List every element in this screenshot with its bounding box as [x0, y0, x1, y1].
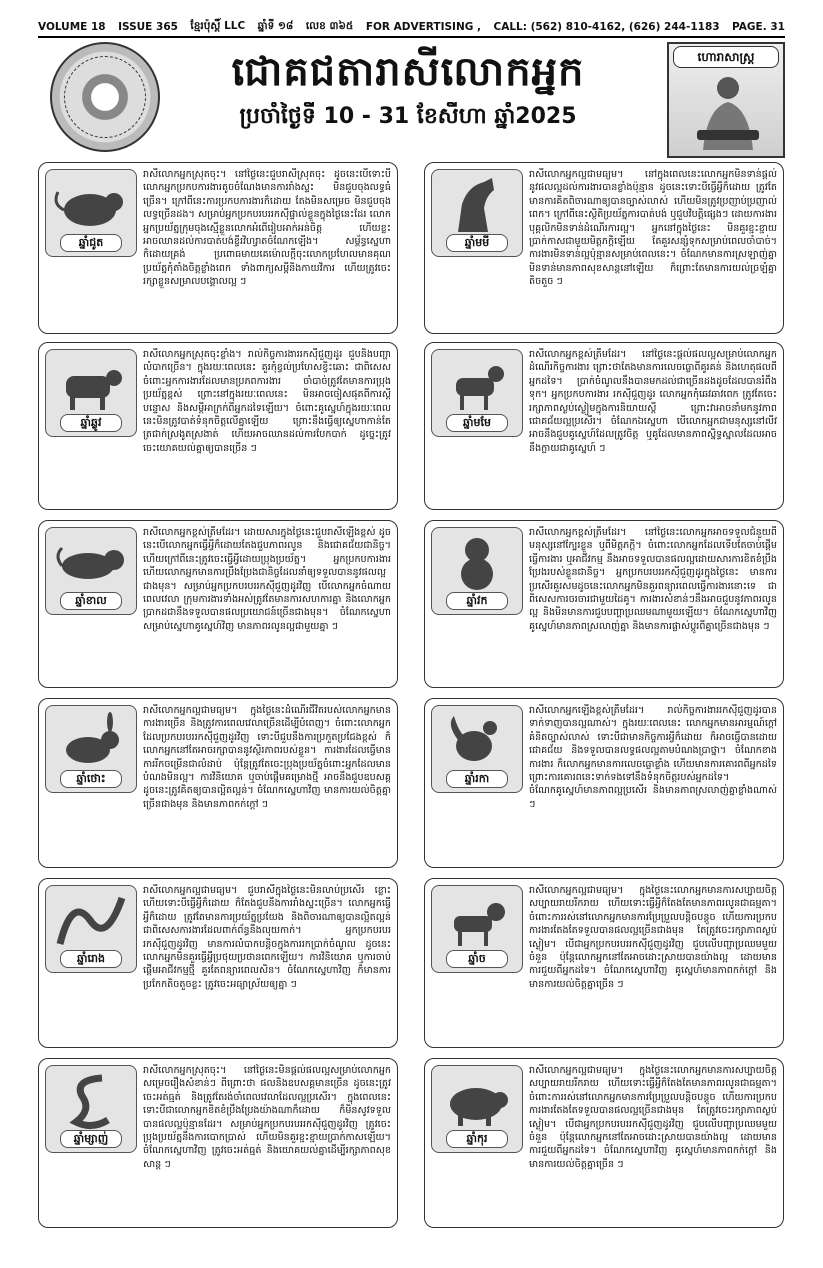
astrologer-icon [689, 72, 767, 154]
advertising-label: FOR ADVERTISING , [365, 21, 482, 33]
year-label: ឆ្នាំទី ១៨ [257, 19, 294, 32]
sign-card-ox [38, 342, 398, 510]
sign-name: ឆ្នាំថោះ [60, 770, 122, 788]
page-title: ជោគជតារាសីលោកអ្នក [231, 49, 585, 95]
sign-text: រាសីលោកអ្នកស្រុតចុះខ្លាំង។ រាល់កិច្ចការងាររកស៊ីជួញដូរ ជួបនិងបញ្ហាលំបាកច្រើន។ ក្នុងរយៈពេលនេះ គួរកុំខ្វល់ប្រហែសខ្វិះឆោះ ជាពិសេសចំពោះអ្នកការងារដែលមានប្រភពការងារ ចាំបាច់ត្រូវតែមានការប្រុងប្រយ័ត្នខ្ពស់ ព្រោះនៅក្នុងរយៈពេលនេះ មិនអាចចៀសផុតពីការស្តីបន្ទោស និងសម្តីអាក្រក់ពីអ្នកដទៃឡើយ។ ចំពោះគូស្នេហ៍ក្នុងរយៈពេលនេះមិនត្រូវបាត់ទំនុកចិត្តលើគ្នាឡើយ ព្រោះនឹងធ្វើឲ្យស្នេហាកាន់តែត្រជាក់ស្រងូតស្រងាត់ ហើយអាចឈានដល់ការបែកបាក់ ដូច្នេះត្រូវចេះយោគយល់គ្នាឲ្យបានច្រើន ៗ [143, 349, 391, 454]
sign-text: រាសីលោកអ្នកខ្ពស់ត្រឹមដែរ។ នៅថ្ងៃនេះផ្តល់ផលល្អសម្រាប់លោកអ្នកដំណើរកិច្ចការងារ ព្រោះថាតែងមានការលេចធ្លោពីគូរគន់ និងហេតុផលពីអ្នកដទៃ។ ប្រាក់ចំណូលនឹងបានមកដល់ជាច្រើនដងដូចដែលបានរំពឹងទុក។ អ្នកប្រកបការងារ រកស៊ីជួញដូរ លោកអ្នកកុំឆេវឆាវពេក ត្រូវតែចេះរក្សាភាពស្ងប់ស្ងៀមក្នុងការនិយាយស្តី ព្រោះវាអាចនាំមកនូវភាពជោគជ័យល្អប្រសើរ។ ចំណែកឯស្នេហា បើលោកអ្នកជាមនុស្សនៅលីវ អាចនឹងជួបគូស្នេហ៍ដែលត្រូវចិត្ត ឬគូដែលមានភាពស្និទ្ធស្នាលដែលអាចនឹងក្លាយជាគូស្នេហ៍ ៗ [529, 349, 777, 454]
sign-card-rooster [424, 698, 784, 868]
pig-icon [438, 1070, 516, 1132]
sign-name: ឆ្នាំមមែ [446, 414, 508, 432]
sign-text: រាសីលោកអ្នកឡើងខ្ពស់ត្រឹមដែរ។ រាល់កិច្ចការងាររកស៊ីជួញដូរបានទាក់ទាញបានល្អណាស់។ ក្នុងរយៈពេលនេះ លោកអ្នកមានអារម្មណ៍ក្តៅ គំនិតច្បាស់លាស់ ទោះបីជាមានកិច្ចការអ្វីក៏ដោយ ក៏អាចធ្វើបានដោយជោគជ័យ និងទទួលបានលទ្ធផលល្អតាមបំណងប្រាថ្នា។ ចំណែកខាងការងារ ក៏លោកអ្នកមានការលេចធ្លោខ្លាំង ហើយមានការគោរពពីអ្នកដទៃ ព្រោះការគោរពនេះទាក់ទងទៅនឹងទំនុកចិត្តរបស់អ្នកដទៃ។ ចំណែកគូស្នេហ៍មានភាពល្អប្រសើរ និងមានភាពស្រលាញ់គ្នាខ្លាំងណាស់ ៗ [529, 705, 777, 810]
sign-card-horse [424, 162, 784, 334]
sign-text: រាសីលោកអ្នកល្អជាមធ្យម។ ក្នុងថ្ងៃនេះលោកអ្នកមានការសប្បាយចិត្ត សប្បាយរាយរីករាយ ហើយទោះធ្វើអ្វីក៏តែងតែមានភាពរលូនជាធម្មតា។ ចំពោះការរស់នៅលោកអ្នកមានការប្រែប្រួលបន្តិចបន្តួច ហើយការប្រកបការងារតែងតែទទួលបានផលល្អច្រើនជាងមុន តែត្រូវចេះរក្សាភាពស្ងប់ស្ងៀម។ បើជាអ្នកប្រកបរបររកស៊ីជួញដូរវិញ ជួបលើបញ្ហាប្រឈមមួយចំនួន ប៉ុន្តែលោកអ្នកនៅតែអាចដោះស្រាយបានយ៉ាងល្អ ដោយមានការជួយពីអ្នកដទៃ។ ចំណែកស្នេហាវិញ គូស្នេហ៍មានភាពកក់ក្តៅ និងមានការយល់ចិត្តគ្នាច្រើន ៗ [529, 1065, 777, 1170]
sign-name: ឆ្នាំម្សាញ់ [60, 1130, 122, 1148]
astrology-label: ហោរាសាស្ត្រ [673, 46, 779, 68]
sign-grid [38, 162, 785, 1230]
sign-name: ឆ្នាំវក [446, 592, 508, 610]
sign-text: រាសីលោកអ្នកស្រុតចុះ។ នៅថ្ងៃនេះមិនផ្តល់ផលល្អសម្រាប់លោកអ្នកសម្រេចរឿងសំខាន់ៗ ពីព្រោះថា ផលនិងឧបសគ្គមានច្រើន ដូចនេះត្រូវចេះអត់ធ្មត់ និងត្រូវតែរង់ចាំពេលវេលាដែលល្អប្រសើរ។ ក្នុងពេលនេះ ទោះបីជាលោកអ្នកខិតខំប្រឹងប្រែងយ៉ាងណាក៏ដោយ ក៏មិនសូវទទួលបានផលល្អប៉ុន្មានដែរ។ សម្រាប់អ្នកប្រកបរបររកស៊ីជួញដូរវិញ ត្រូវចេះប្រុងប្រយ័ត្ននឹងការបោកប្រាស់ ហើយមិនគួរខ្ជះខ្ជាយប្រាក់កាសឡើយ។ ចំណែកស្នេហាវិញ ត្រូវចេះអត់ធ្មត់ និងយោគយល់គ្នាដើម្បីរក្សាភាពសុខសាន្ត ៗ [143, 1065, 391, 1170]
sign-card-snake [38, 1058, 398, 1228]
sign-image [45, 349, 137, 437]
zodiac-wheel-icon [50, 42, 160, 152]
volume-label: VOLUME 18 [38, 21, 106, 33]
sign-image [431, 527, 523, 615]
sign-card-monkey [424, 520, 784, 688]
sign-name: ឆ្នាំឆ្លូវ [60, 414, 122, 432]
sign-card-pig [424, 1058, 784, 1228]
sign-text: រាសីលោកអ្នកល្អជាមធ្យម។ ក្នុងថ្ងៃនេះដំណើរជីវិតរបស់លោកអ្នកមានការងារច្រើន និងត្រូវការពេលវេលាច្រើនដើម្បីបំពេញ។ ចំពោះលោកអ្នកដែលប្រកបរបររកស៊ីជួញដូរវិញ ទោះបីជួបនឹងការប្រកួតប្រជែងខ្ពស់ ក៏លោកអ្នកនៅតែអាចរក្សាបាននូវស្ថិរភាពរបស់ខ្លួន។ ការងារដែលធ្វើមានការរីកចម្រើនជាលំដាប់ ប៉ុន្តែត្រូវតែចេះប្រុងប្រយ័ត្នចំពោះអ្នកដែលមានបំណងមិនល្អ។ ការវិនិយោគ ឬចាប់ផ្តើមគម្រោងថ្មី អាចនឹងជួបឧបសគ្គ ដូចនេះត្រូវគិតឲ្យបានល្អិតល្អន់។ ចំណែកស្នេហាវិញ មានការយល់ចិត្តគ្នាច្រើនជាងមុន និងមានភាពកក់ក្តៅ ៗ [143, 705, 391, 810]
sign-card-dog [424, 878, 784, 1048]
number-label: លេខ ៣៦៥ [305, 19, 354, 32]
goat-icon [438, 354, 516, 416]
rat-icon [52, 174, 130, 236]
sign-text: រាសីលោកអ្នកខ្ពស់ត្រឹមដែរ។ ដោយសារក្នុងថ្ងៃនេះជួបរាសីឡើងខ្ពស់ ដូចនេះបើលោកអ្នកធ្វើអ្វីក៏ដោយតែងជួបភាពរលូន និងជោគជ័យជានិច្ច។ ហើយក្រៅពីនេះត្រូវចេះធ្វើអ្វីដោយប្រុងប្រយ័ត្ន។ អ្នកប្រកបការងារ ហើយលោកអ្នកមានការប្រឹងប្រែងជានិច្ចដែលនាំឲ្យទទួលបាននូវផលល្អជាងមុន។ សម្រាប់អ្នកប្រកបរបររកស៊ីជួញដូរវិញ បើលោកអ្នកចំណាយពេលវេលា ក្រុមការងារទាំងអស់ត្រូវតែមានការសហការគ្នា និងលោកអ្នកប្រាកដជានឹងទទួលបានផលប្រយោជន៍ច្រើនជាងមុន។ ចំណែកស្នេហាសម្រាប់ស្នេហាគូស្នេហ៍វិញ មានភាពរលូនល្អជាមួយគ្នា ៗ [143, 527, 391, 632]
masthead-bar [38, 18, 785, 38]
sign-text: រាសីលោកអ្នកខ្ពស់ត្រឹមដែរ។ នៅថ្ងៃនេះលោកអ្នកអាចទទួលជំនួយពីមនុស្សនៅក្បែរខ្លួន ឬពីមិត្តភក្តិ។ ចំពោះលោកអ្នកដែលទើបតែចាប់ផ្តើមធ្វើការងារ ឬអាជីវកម្ម នឹងអាចទទួលបានផលល្អដោយសារការខិតខំប្រឹងប្រែងរបស់ខ្លួនជានិច្ច។ អ្នកប្រកបរបររកស៊ីជួញដូរក្នុងថ្ងៃនេះ មានការប្រសើរគួរសមដូចនេះលោកអ្នកមិនគួរពន្យារពេលធ្វើការងារនោះទេ ជាពិសេសការចរចារជាមួយដៃគូ។ ការងារសំខាន់ៗនឹងអាចជួបនូវភាពរលូនល្អ និងមិនមានការជួបបញ្ហាប្រឈមណាមួយឡើយ។ ចំណែកស្នេហាវិញ គូស្នេហ៍មានភាពស្រលាញ់គ្នា និងមានការផ្លាស់ប្តូរពីគ្នាច្រើនជាងមុន ៗ [529, 527, 777, 632]
rabbit-icon [52, 710, 130, 772]
sign-card-goat [424, 342, 784, 510]
sign-card-tiger [38, 520, 398, 688]
brand-label: ខ្មែរប៉ុស្តិ៍ LLC [190, 19, 246, 32]
sign-name: ឆ្នាំជូត [60, 234, 122, 252]
ox-icon [52, 354, 130, 416]
sign-image [45, 705, 137, 793]
dog-icon [438, 890, 516, 952]
sign-image [431, 169, 523, 257]
page-subtitle: ប្រចាំថ្ងៃទី 10 - 31 ខែសីហា ឆ្នាំ2025 [239, 104, 577, 129]
page-number: PAGE. 31 [732, 21, 785, 33]
sign-card-rabbit [38, 698, 398, 868]
sign-image [431, 705, 523, 793]
dragon-icon [52, 890, 130, 952]
sign-text: រាសីលោកអ្នកល្អជាមធ្យម។ ក្នុងថ្ងៃនេះលោកអ្នកមានការសប្បាយចិត្ត សប្បាយរាយរីករាយ ហើយទោះធ្វើអ្វីក៏តែងតែមានភាពរលូនជាធម្មតា។ ចំពោះការរស់នៅលោកអ្នកមានការប្រែប្រួលបន្តិចបន្តួច ហើយការប្រកបការងារតែងតែទទួលបានផលល្អច្រើនជាងមុន តែត្រូវចេះរក្សាភាពស្ងប់ស្ងៀម។ បើជាអ្នកប្រកបរបររកស៊ីជួញដូរវិញ ជួបលើបញ្ហាប្រឈមមួយចំនួន ប៉ុន្តែលោកអ្នកនៅតែអាចដោះស្រាយបានយ៉ាងល្អ ដោយមានការជួយពីអ្នកដទៃ។ ចំណែកស្នេហាវិញ គូស្នេហ៍មានភាពកក់ក្តៅ និងមានការយល់ចិត្តគ្នាច្រើន ៗ [529, 885, 777, 990]
tiger-icon [52, 532, 130, 594]
snake-icon [52, 1070, 130, 1132]
sign-name: ឆ្នាំច [446, 950, 508, 968]
sign-image [431, 1065, 523, 1153]
sign-image [45, 169, 137, 257]
sign-image [431, 885, 523, 973]
sign-image [431, 349, 523, 437]
sign-text: រាសីលោកអ្នកស្រុតចុះ។ នៅថ្ងៃនេះជួបរាសីស្រុតចុះ ដូចនេះបើទោះបីលោកអ្នកប្រកបការងារតូចចំណែងមានការរាំងស្ទះ មិនជួបចុងលទ្ធធំច្រើន។ ក្រៅពីនេះការប្រកបការងារក៏ដោយ តែងមិនសម្រេច មិនជួបចុងលទ្ធច្រើនដង។ សម្រាប់អ្នកប្រកបរបររកស៊ីផ្ទាល់ខ្លួនក្នុងថ្ងៃនេះដែរ លោកអ្នកប្រយ័ត្នក្រុមចុងស្មើខ្លួនលោកអំពើរៀបអាក់អន់ចិត្ត ហើយខ្លះអាចឈានដល់ការបាត់បង់ខ្ចីរវិហរ្វាតចំណែកឡើង។ សម្ព័ន្ធស្នេហាក៏ដោយគ្រង់ ប្រពោធមាយគេម៉ោលក្តីចុះលោកប្រហែលមានគុណ ប្រយ័ត្នកុំតាំងចិត្តខ្លាំងពេក ទាំងពាក្យសម្តីនិងកាយវិការ ហើយត្រូវចេះរក្សាខ្លួនសម្រាលបង្គោលល្អ ៗ [143, 169, 391, 288]
sign-image [45, 527, 137, 615]
sign-card-dragon [38, 878, 398, 1048]
issue-label: ISSUE 365 [118, 21, 178, 33]
sign-name: ឆ្នាំកុរ [446, 1130, 508, 1148]
sign-text: រាសីលោកអ្នកល្អជាមធ្យម។ នៅក្នុងពេលនេះលោកអ្នកមិនទាន់ផ្តល់នូវផលល្អដល់ការងារបានខ្លាំងប៉ុន្មាន ដូចនេះទោះបីធ្វើអ្វីក៏ដោយ ត្រូវតែមានការគិតពិចារណាឲ្យបានច្បាស់លាស់ ហើយមិនត្រូវប្រញាប់ប្រញាល់ពេក។ ក្រៅពីនេះស្ថិតិប្រយ័ត្នការបាត់បង់ ឬជួបវិបត្តិផ្សេងៗ ដោយការងារបុគ្គលិកមិនទាន់ដំណើរការល្អ។ អ្នកនៅក្នុងថ្ងៃនេះ មិនគួរខ្ជះខ្ជាយប្រាក់កាសជាមួយមិត្តភក្តិឡើយ តែគួរសន្សំទុកសម្រាប់ពេលចាំបាច់។ ការងារមិនទាន់ល្អប៉ុន្មានសម្រាប់ពេលនេះ។ ចំណែកមានការស្រឡាញ់គ្នាមិនទាន់មានភាពសុខសាន្តនៅឡើយ ក៏ព្រោះតែមានការយល់ច្រឡំគ្នាតិចតួច ៗ [529, 169, 777, 288]
sign-text: រាសីលោកអ្នកល្អជាមធ្យម។ ជួបរាសីក្នុងថ្ងៃនេះមិនលាប់ប្រសើរ ខ្លោះហើយទោះបីធ្វើអ្វីក៏ដោយ ក៏តែងជួបនឹងការរាំងស្ទះច្រើន។ លោកអ្នកធ្វើអ្វីក៏ដោយ ត្រូវតែមានការប្រយ័ត្នប្រយែង និងពិចារណាឲ្យបានល្អិតល្អន់ ជាពិសេសការងារដែលពាក់ព័ន្ធនឹងលុយកាក់។ អ្នកប្រកបរបររកស៊ីជួញដូរវិញ មានការលំបាកបន្តិចក្នុងការរកប្រាក់ចំណូល ដូចនេះលោកអ្នកមិនគួរធ្វើអ្វីប្រថុយប្រថានពេកឡើយ។ ការវិនិយោគ ឬការចាប់ផ្តើមអាជីវកម្មថ្មី គួរតែពន្យារពេលសិន។ ចំណែកស្នេហាវិញ ក៏មានការប្រកែកតិចតួចខ្លះ ត្រូវចេះអធ្យាស្រ័យឲ្យគ្នា ៗ [143, 885, 391, 990]
sign-name: ឆ្នាំរកា [446, 770, 508, 788]
horse-icon [438, 174, 516, 236]
sign-name: ឆ្នាំមមី [446, 234, 508, 252]
sign-image [45, 1065, 137, 1153]
astrology-box [667, 42, 785, 158]
call-label: CALL: (562) 810-4162, (626) 244-1183 [493, 21, 720, 33]
sign-image [45, 885, 137, 973]
rooster-icon [438, 710, 516, 772]
sign-name: ឆ្នាំរោង [60, 950, 122, 968]
sign-name: ឆ្នាំខាល [60, 592, 122, 610]
monkey-icon [438, 532, 516, 594]
horoscope-banner [38, 40, 785, 160]
sign-card-rat [38, 162, 398, 334]
